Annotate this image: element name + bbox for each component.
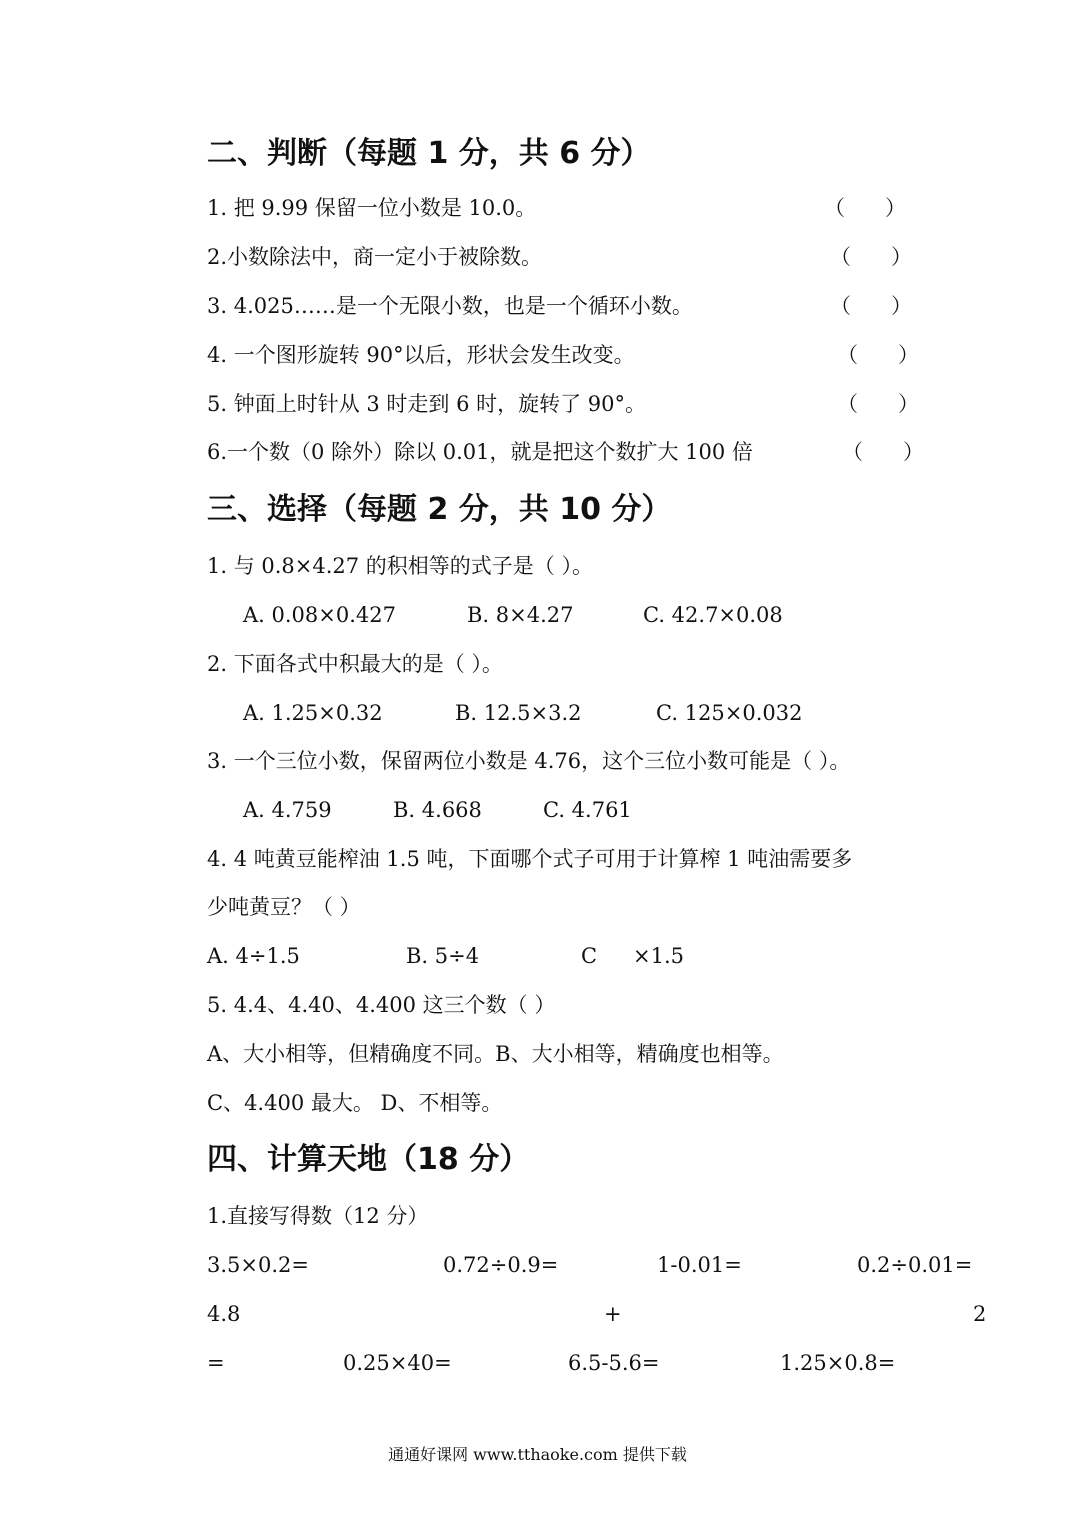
judgement-item-5: 5. 钟面上时针从 3 时走到 6 时，旋转了 90°。 (207, 392, 647, 416)
choice-4-option-c-label: C (581, 944, 598, 968)
calc-expr-7: 6.5-5.6= (568, 1351, 660, 1375)
section-heading-calculation: 四、计算天地（18 分） (207, 1142, 530, 1177)
calc-expr-2: 0.72÷0.9= (443, 1253, 559, 1277)
choice-2-option-a: A. 1.25×0.32 (243, 701, 383, 725)
judgement-item-4: 4. 一个图形旋转 90°以后，形状会发生改变。 (207, 343, 635, 367)
footer-source: 通通好课网 www.tthaoke.com 提供下载 (388, 1445, 687, 1464)
choice-2-option-c: C. 125×0.032 (656, 701, 803, 725)
judgement-item-6: 6.一个数（0 除外）除以 0.01，就是把这个数扩大 100 倍 (207, 440, 753, 464)
choice-5-options-cd: C、4.400 最大。 D、不相等。 (207, 1091, 503, 1115)
answer-blank-5: （ ） (837, 392, 920, 416)
choice-question-5: 5. 4.4、4.40、4.400 这三个数（ ） (207, 993, 556, 1017)
choice-4-option-b: B. 5÷4 (406, 944, 480, 968)
choice-3-option-c: C. 4.761 (543, 798, 632, 822)
calc-expr-5-part-3: 2 (973, 1302, 987, 1326)
choice-4-option-a: A. 4÷1.5 (207, 944, 300, 968)
choice-1-option-c: C. 42.7×0.08 (643, 603, 783, 627)
calc-expr-8: 1.25×0.8= (780, 1351, 896, 1375)
choice-2-option-b: B. 12.5×3.2 (455, 701, 582, 725)
choice-3-option-b: B. 4.668 (393, 798, 482, 822)
calc-expr-3: 1-0.01= (657, 1253, 742, 1277)
calc-expr-4: 0.2÷0.01= (857, 1253, 973, 1277)
calc-expr-5-part-2: + (604, 1302, 622, 1326)
choice-question-3: 3. 一个三位小数，保留两位小数是 4.76，这个三位小数可能是（ ）。 (207, 749, 851, 773)
answer-blank-3: （ ） (830, 294, 913, 318)
choice-1-option-a: A. 0.08×0.427 (243, 603, 396, 627)
answer-blank-1: （ ） (824, 196, 907, 220)
section-heading-choice: 三、选择（每题 2 分，共 10 分） (207, 492, 672, 527)
calc-expr-6: 0.25×40= (343, 1351, 452, 1375)
judgement-item-2: 2.小数除法中，商一定小于被除数。 (207, 245, 543, 269)
answer-blank-2: （ ） (830, 245, 913, 269)
section-heading-judgement: 二、判断（每题 1 分，共 6 分） (207, 136, 651, 171)
choice-question-1: 1. 与 0.8×4.27 的积相等的式子是（ ）。 (207, 554, 593, 578)
answer-blank-6: （ ） (842, 440, 925, 464)
choice-question-4-line-2: 少吨黄豆？（ ） (207, 895, 361, 919)
choice-4-option-c-expr: ×1.5 (633, 944, 684, 968)
calc-subheading: 1.直接写得数（12 分） (207, 1204, 429, 1228)
calc-expr-5-part-1: 4.8 (207, 1302, 241, 1326)
calc-expr-1: 3.5×0.2= (207, 1253, 309, 1277)
calc-expr-5-part-4: = (207, 1351, 225, 1375)
choice-5-options-ab: A、大小相等，但精确度不同。B、大小相等，精确度也相等。 (207, 1042, 784, 1066)
answer-blank-4: （ ） (837, 343, 920, 367)
choice-question-4-line-1: 4. 4 吨黄豆能榨油 1.5 吨，下面哪个式子可用于计算榨 1 吨油需要多 (207, 847, 853, 871)
choice-question-2: 2. 下面各式中积最大的是（ ）。 (207, 652, 503, 676)
judgement-item-3: 3. 4.025……是一个无限小数，也是一个循环小数。 (207, 294, 693, 318)
choice-1-option-b: B. 8×4.27 (467, 603, 574, 627)
judgement-item-1: 1. 把 9.99 保留一位小数是 10.0。 (207, 196, 537, 220)
choice-3-option-a: A. 4.759 (243, 798, 332, 822)
